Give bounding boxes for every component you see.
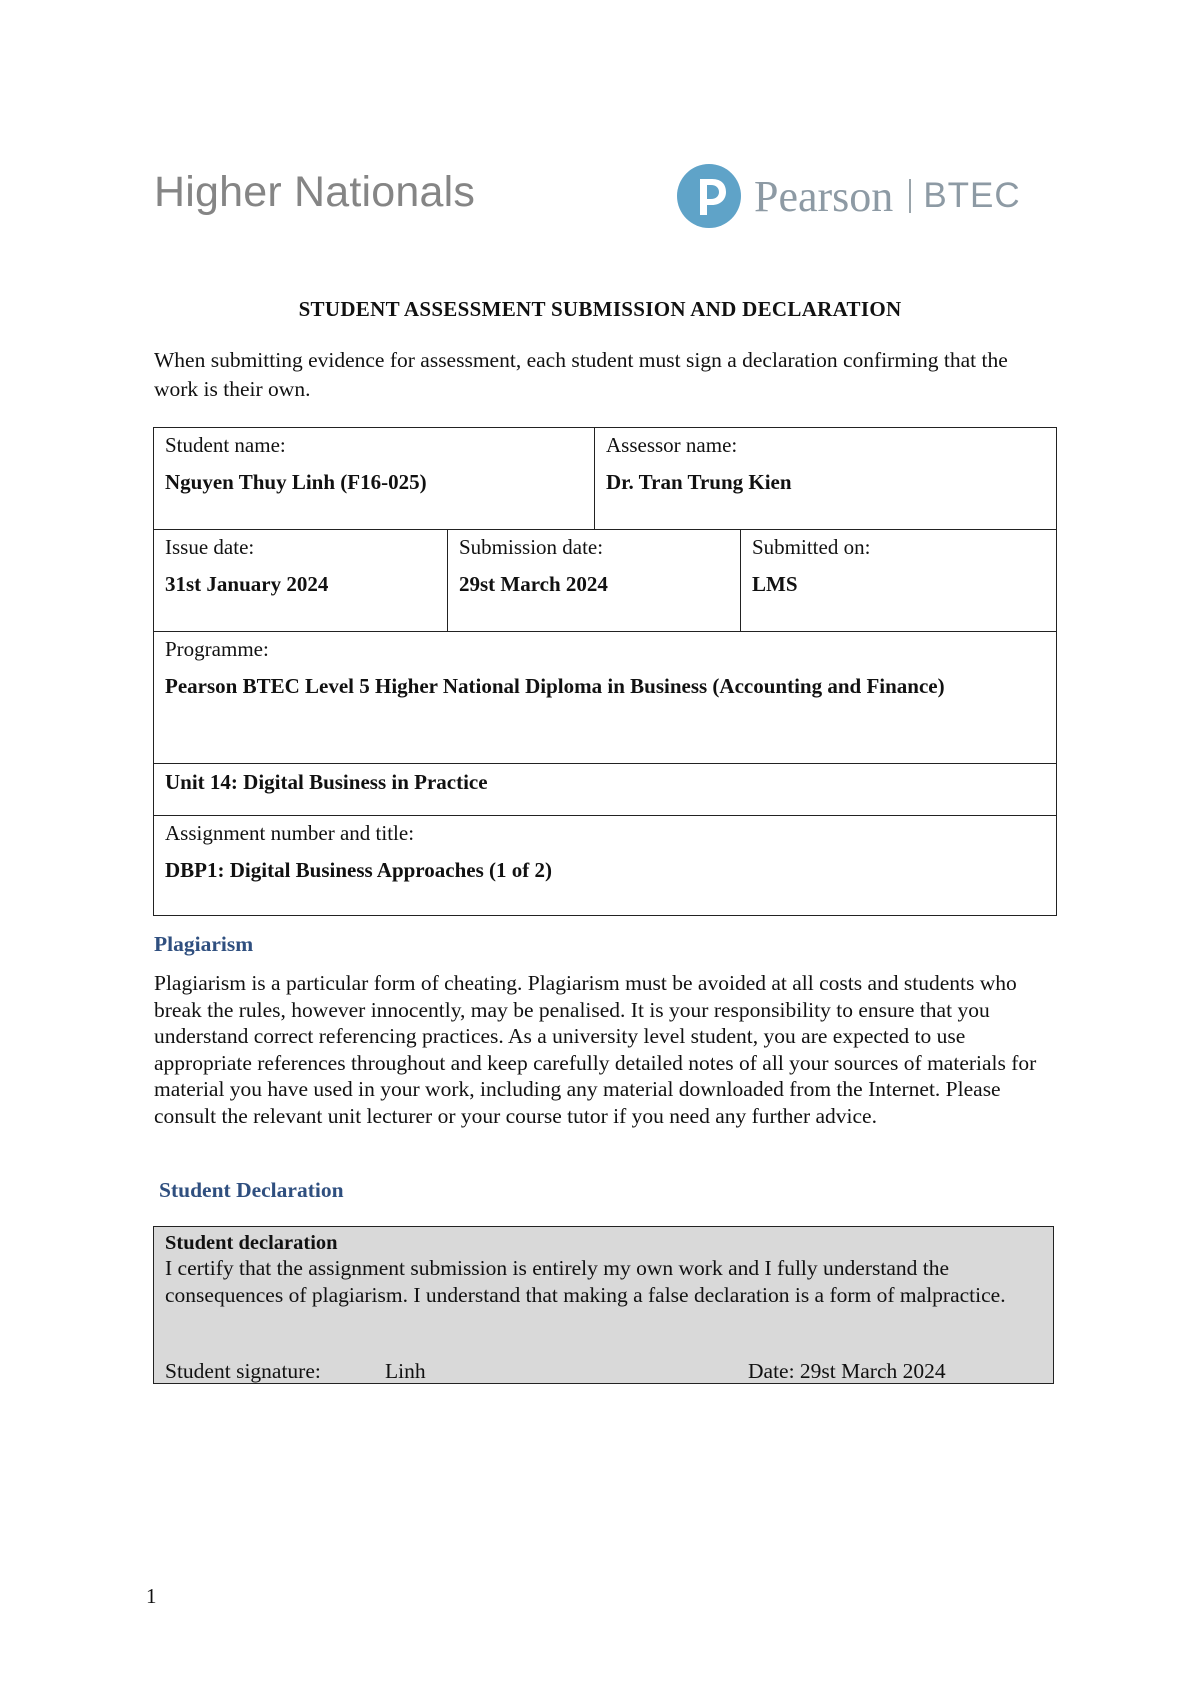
pearson-logo-icon	[676, 163, 742, 229]
submitted-on-value: LMS	[752, 572, 798, 596]
student-name-value: Nguyen Thuy Linh (F16-025)	[165, 470, 427, 494]
intro-text: When submitting evidence for assessment, each student must sign a declaration confirming that the work is their own.	[154, 348, 1008, 401]
submission-date-label: Submission date:	[459, 535, 604, 559]
student-name-cell	[154, 428, 595, 530]
issue-date-cell	[154, 530, 448, 632]
student-declaration-box	[153, 1226, 1054, 1384]
brand-sub: BTEC	[923, 176, 1021, 215]
table-row	[154, 530, 1057, 632]
assessor-name-value: Dr. Tran Trung Kien	[606, 470, 792, 494]
submission-date-cell	[448, 530, 741, 632]
assignment-label: Assignment number and title:	[165, 821, 415, 845]
plagiarism-text: Plagiarism is a particular form of cheating. Plagiarism must be avoided at all costs and students who break the rules, however innocently, may be penalised. It is your responsibility to ensure that you understand correct referencing practices. As a university level student, you are expected to use appropriate references throughout and keep carefully detailed notes of all your sources of materials for material you have used in your work, including any material downloaded from the Internet. Please consult the relevant unit lecturer or your course tutor if you need any further advice.	[154, 971, 1037, 1128]
submission-info-table	[153, 427, 1057, 916]
header-left-title: Higher Nationals	[154, 168, 476, 216]
page-number: 1	[146, 1584, 157, 1608]
submitted-on-cell	[741, 530, 1057, 632]
unit-value: Unit 14: Digital Business in Practice	[165, 770, 488, 794]
declaration-text: I certify that the assignment submission is entirely my own work and I fully understand the consequences of plagiarism. I understand that making a false declaration is a form of malpractice.	[165, 1256, 1006, 1307]
brand-separator	[909, 179, 911, 213]
issue-date-label: Issue date:	[165, 535, 255, 559]
assessor-name-label: Assessor name:	[606, 433, 738, 457]
unit-cell	[154, 764, 1057, 816]
submission-date-value: 29st March 2024	[459, 572, 608, 596]
submitted-on-label: Submitted on:	[752, 535, 871, 559]
programme-label: Programme:	[165, 637, 269, 661]
signature-value: Linh	[385, 1359, 426, 1383]
declaration-box-title: Student declaration	[165, 1232, 338, 1254]
assignment-value: DBP1: Digital Business Approaches (1 of 2)	[165, 858, 552, 882]
student-declaration-heading: Student Declaration	[159, 1178, 344, 1202]
document-title: STUDENT ASSESSMENT SUBMISSION AND DECLARATION	[298, 297, 902, 321]
table-row	[154, 816, 1057, 916]
declaration-date: Date: 29st March 2024	[748, 1359, 946, 1383]
issue-date-value: 31st January 2024	[165, 572, 329, 596]
programme-cell	[154, 632, 1057, 764]
table-row	[154, 764, 1057, 816]
plagiarism-heading: Plagiarism	[154, 932, 254, 956]
student-name-label: Student name:	[165, 433, 286, 457]
pearson-btec-logo	[676, 161, 1021, 231]
programme-value: Pearson BTEC Level 5 Higher National Diploma in Business (Accounting and Finance)	[165, 674, 945, 698]
table-row	[154, 632, 1057, 764]
signature-label: Student signature:	[165, 1359, 321, 1383]
table-row	[154, 428, 1057, 530]
brand-name: Pearson	[754, 171, 894, 221]
assignment-cell	[154, 816, 1057, 916]
assessor-name-cell	[595, 428, 1057, 530]
